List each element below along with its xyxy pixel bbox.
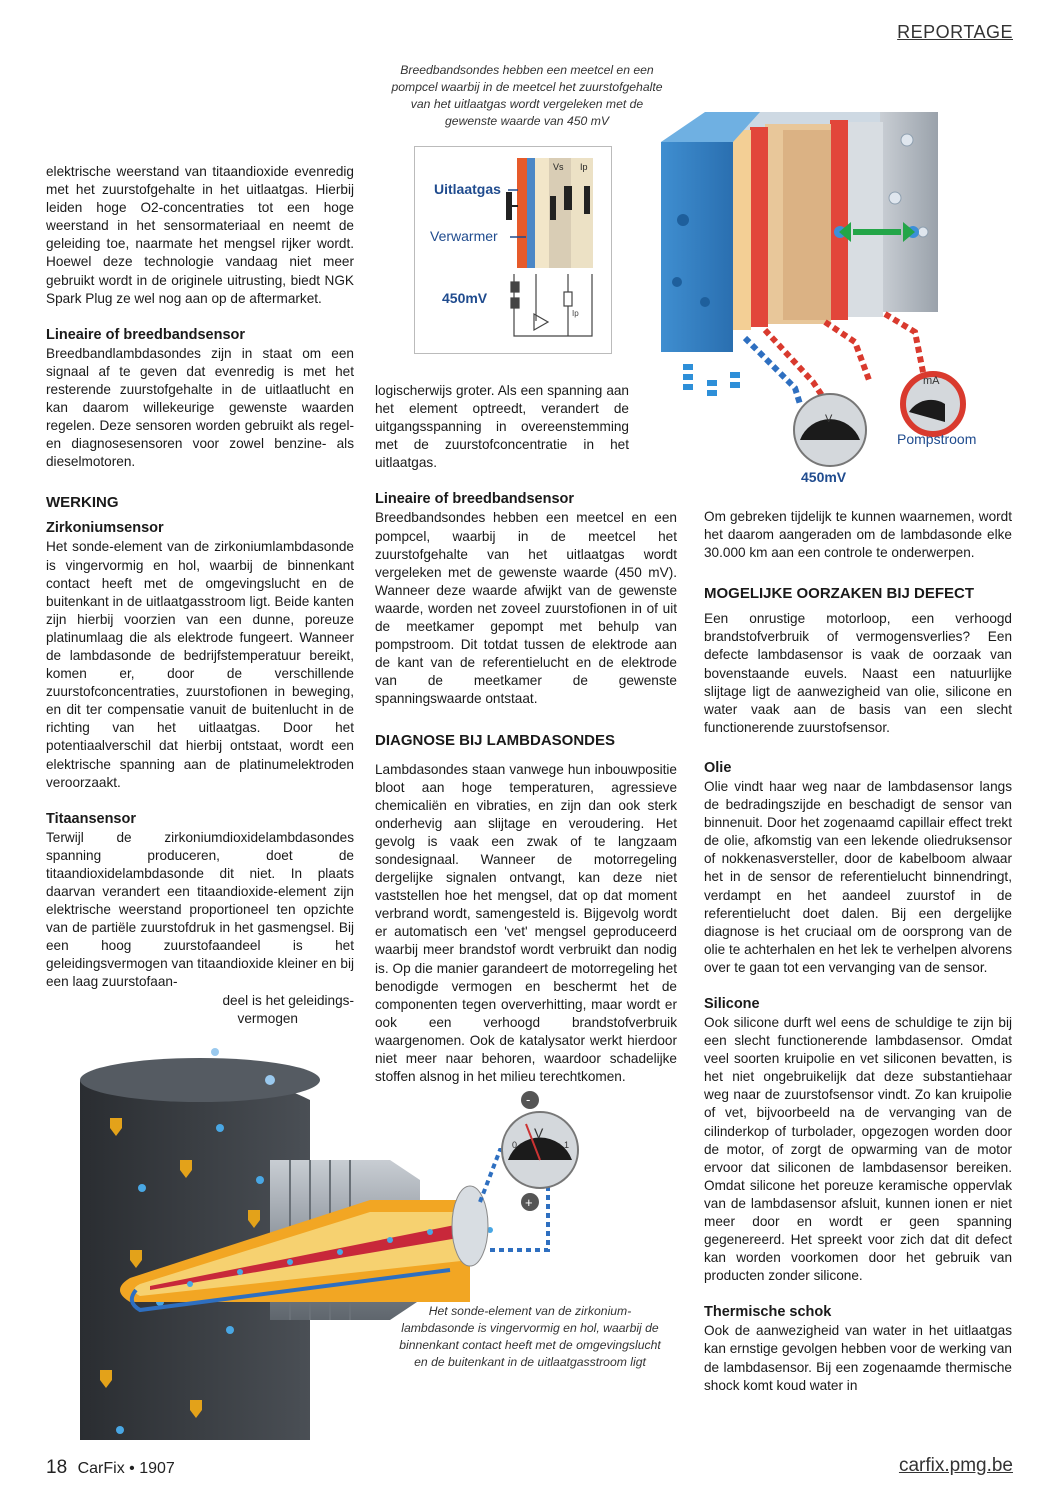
paragraph: Olie vindt haar weg naar de lambdasensor langs de bedradingszijde en beschadigt de sensor van binnenuit. Door het zogenaamd capillair effect trekt de olie, afkomstig van een lekende oliedruksensor of nokkenasversteller, door de kabelboom alwaar het in de sensor de referentielucht binnendringt, verdampt en het aandeel zuurstof in de referentielucht doet dalen. Bij een dergelijke diagnose is het cruciaal om de oorsprong van de olie te achterhalen en het lek te verhelpen alvorens over te gaan tot een vervanging van de sensor. [704, 778, 1012, 975]
subheading: Lineaire of breedbandsensor [375, 491, 575, 508]
svg-text:0: 0 [512, 1140, 518, 1150]
svg-text:V: V [825, 413, 833, 425]
paragraph: Lambdasondes staan vanwege hun inbouwpositie bloot aan hoge temperaturen, agressieve chemicaliën en vibraties, en zijn dan ook sterk onderhevig aan slijtage en veroudering. Het gevolg is vaak een zwak of te langzaam sondesignaal. Wanneer de motorregeling dergelijke signalen ontvangt, kan deze niet vaststellen hoe het mengsel, dat op dat moment verbrand wordt, samengesteld is. Bijgevolg wordt er automatisch een 'vet' mengsel geproduceerd waarbij meer brandstof wordt verbruikt dan nodig is. Op die manier garandeert de motorregeling het benodigde vermogen en beschermt het de componenten tegen oververhitting, maar wordt er ook een verhoogd brandstofverbruik waargenomen. Ook de katalysator werkt hierdoor niet meer naar behoren, waardoor schadelijke stoffen alsnog in het milieu terechtkomen. [375, 761, 677, 1085]
paragraph: logischerwijs groter. Als een spanning aan het element optreedt, verandert de uitgangsspanning in overeenstemming met de zuurstofconcentratie in het uitlaatgas. [375, 383, 629, 471]
paragraph-end: deel is het geleidings- [222, 992, 354, 1008]
subheading: Lineaire of breedbandsensor [46, 326, 246, 343]
paragraph: Ook silicone durft wel eens de schuldige te zijn bij een slecht functionerende lambdasensor. Omdat veel soorten kruipolie en vet siliconen bevatten, is het niet ongebruikelijk dat deze substantiehaar weg naar de zuurstofsensor vindt. Zo kan kruipolie of vet, bijvoorbeeld na de vervanging van de cilinderkop of turbolader, opgezogen worden door de motor, of zorgt de opwarming van de motor ervoor dat siliconen de lambdasensor bereiken. Omdat silicone het poreuze keramische oppervlak van de lambdasensor afsluit, kunnen ionen er niet meer door en wordt er geen spanning gegenereerd. Het spreekt voor zich dat dit defect kan worden voorkomen door het gebruik van producten zonder silicone. [704, 1014, 1012, 1284]
paragraph: Breedbandlambdasondes zijn in staat om een signaal af te geven dat evenredig is met het resterende zuurstofgehalte in de uitlaatlucht en kan daarom willekeurige gewenste waarden regelen. Deze sensoren worden gebruikt als regel- en diagnosesensoren voor zowel benzine- als dieselmotoren. [46, 345, 354, 470]
probe-voltmeter [502, 1112, 578, 1188]
label-uitlaatgas: Uitlaatgas [434, 181, 501, 197]
column-1 [46, 163, 354, 1028]
ammeter-pompstroom [903, 374, 963, 434]
svg-text:+: + [525, 1195, 533, 1210]
paragraph: Terwijl de zirkoniumdioxidelambdasondes spanning produceren, doet de titaandioxidelambdasonde dit niet. In plaats daarvan verandert een titaandioxide-element zijn elektrische weerstand proportioneel ten opzichte van de partiële zuurstofdruk in het gasmengsel. Bij een hoog zuurstofaandeel is het geleidingsvermogen van titaandioxide kleiner en bij een laag zuurstofaan- [46, 829, 354, 990]
breedband-schematic-figure [414, 146, 612, 354]
paragraph: Ook de aanwezigheid van water in het uitlaatgas kan ernstige gevolgen hebben voor de werking van de lambdasensor. Bij een zogenaamde thermische shock komt koud water in [704, 1323, 1012, 1393]
label-pompstroom: Pompstroom [897, 431, 977, 447]
top-figure-caption: Breedbandsondes hebben een meetcel en een pompcel waarbij in de meetcel het zuurstofgehalte van het uitlaatgas wordt vergeleken met de gewenste waarde van 450 mV [391, 63, 663, 128]
paragraph-end: vermogen [237, 1010, 298, 1026]
subheading: Thermische schok [704, 1304, 832, 1321]
paragraph: elektrische weerstand van titaandioxide evenredig met het zuurstofgehalte in het uitlaatgas. Hierbij leiden hoge O2-concentraties tot een hoge weerstand in het sensormateriaal en neemt de geleiding toe, naarmate het mengsel rijker wordt. Hoewel deze technologie vandaag niet meer gebruikt wordt in de originele uitrusting, biedt NGK Spark Plug ze wel nog aan op de aftermarket. [46, 164, 354, 306]
svg-text:mA: mA [923, 375, 940, 387]
subheading: Olie [704, 759, 732, 776]
svg-text:Ip: Ip [580, 162, 588, 172]
subheading: Silicone [704, 995, 760, 1012]
subheading: Zirkoniumsensor [46, 520, 164, 537]
zirkonium-probe-illustration [70, 1040, 590, 1440]
voltmeter-450mv [794, 394, 866, 466]
column-2 [375, 382, 677, 1086]
paragraph: Om gebreken tijdelijk te kunnen waarnemen, wordt het daarom aangeraden om de lambdasonde elke 30.000 km aan een controle te onderwerpen. [704, 509, 1012, 561]
paragraph: Breedbandsondes hebben een meetcel en een pompcel, waarbij in de meetcel het zuurstofgehalte van het uitlaatgas wordt vergeleken met de gewenste waarde (450 mV). Wanneer deze waarde afwijkt van de gewenste waarde, worden net zoveel zuurstofionen in of uit de meetkamer gepompt met behulp van pompstroom. Dit totdat tussen de elektrode aan de kant van de referentielucht en de elektrode van de meetkamer de gewenste spanningswaarde ontstaat. [375, 510, 677, 707]
label-450mv: 450mV [442, 290, 488, 306]
section-heading: DIAGNOSE BIJ LAMBDASONDES [375, 731, 616, 749]
bottom-figure-caption: Het sonde-element van de zirkonium- lambdasonde is vingervormig en hol, waarbij de binnenkant contact heeft met de omgevingslucht en de buitenkant in de uitlaatgasstroom ligt [399, 1304, 661, 1369]
label-verwarmer: Verwarmer [430, 228, 498, 244]
section-heading: WERKING [46, 494, 119, 512]
paragraph: Een onrustige motorloop, een verhoogd brandstofverbruik of vermogensverlies? Een defecte lambdasensor is vaak de oorzaak van bovenstaande euvels. Naast een natuurlijke slijtage ligt de aanwezigheid van olie, silicone en water vaak aan de basis van een slecht functionerende zuurstofsensor. [704, 611, 1012, 735]
footer-page-info [46, 1457, 175, 1479]
svg-text:V: V [534, 1125, 544, 1141]
footer-website-link[interactable]: carfix.pmg.be [898, 1455, 1013, 1476]
section-heading: MOGELIJKE OORZAKEN BIJ DEFECT [704, 585, 975, 603]
section-label: REPORTAGE [897, 22, 1013, 42]
layer-blue [527, 158, 535, 268]
paragraph: Het sonde-element van de zirkoniumlambdasonde is vingervormig en hol, waarbij de binnenkant contact heeft met de omgevingslucht en de buitenkant in de uitlaatgasstroom ligt. Beide kanten zijn hierbij voorzien van een dunne, poreuze platinumlaag die als elektrode fungeert. Wanneer de lambdasonde de bedrijfstemperatuur bereikt, komen er, door de verschillende zuurstofconcentraties, zuurstofionen in beweging, en dit ter compensatie vanuit de buitenlucht in de richting van het uitlaatgas. Door het potentiaalverschil dat hierbij ontstaat, wordt een elektrische spanning aan de platinumelektroden veroorzaakt. [46, 539, 354, 790]
magazine-issue: CarFix • 1907 [77, 1460, 175, 1477]
svg-text:-: - [526, 1092, 531, 1107]
svg-text:1: 1 [564, 1140, 570, 1150]
svg-text:Ip: Ip [572, 309, 579, 318]
svg-text:Vs: Vs [553, 162, 564, 172]
page-number: 18 [46, 1457, 68, 1478]
column-3 [704, 508, 1012, 1395]
layer-red [517, 158, 527, 268]
subheading: Titaansensor [46, 810, 136, 827]
breedband-cell-illustration [655, 82, 977, 492]
label-450mv-2: 450mV [801, 469, 847, 485]
